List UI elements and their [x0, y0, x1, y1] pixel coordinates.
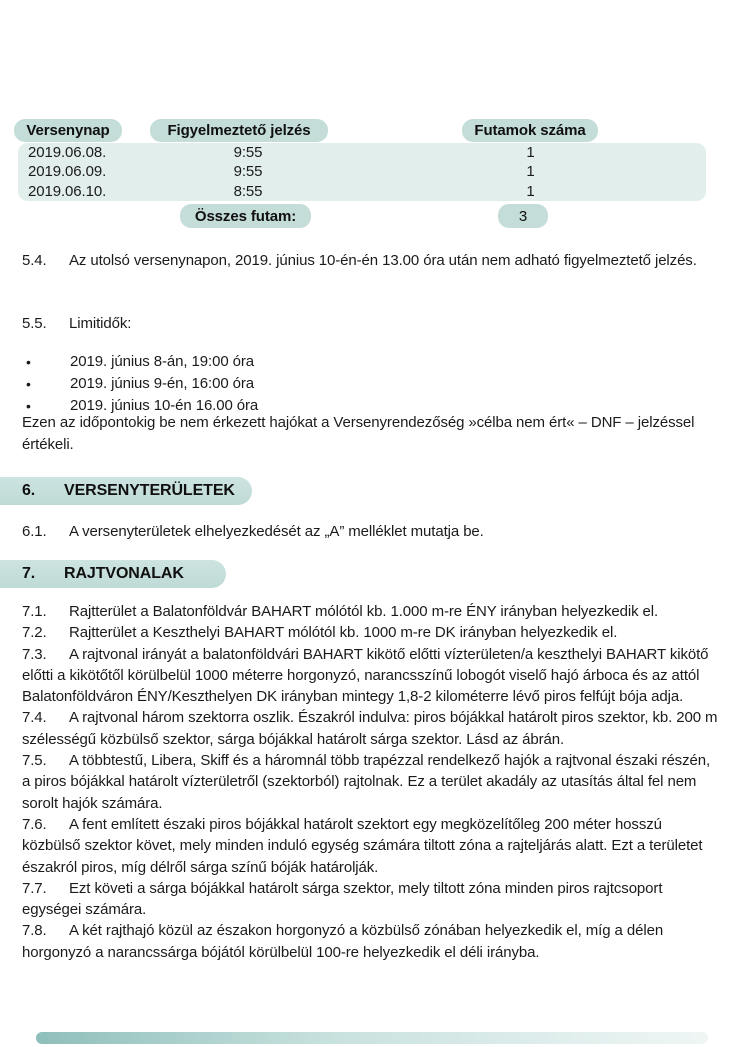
- section-heading-6: [0, 477, 252, 505]
- dnf-note: Ezen az időpontokig be nem érkezett hajókat a Versenyrendezőség »célba nem ért« – DNF – jelzéssel értékeli.: [22, 414, 695, 453]
- clause-text: A két rajthajó közül az északon horgonyzó a közbülső zónában helyezkedik el, míg a délen horgonyzó a narancssárga bójától körülbelül 100-re helyezkedik el déli irányba.: [22, 922, 664, 961]
- clause-number: 7.2.: [22, 624, 47, 642]
- table-row: [18, 162, 706, 181]
- clause-number: 6.1.: [22, 523, 47, 540]
- paragraph-7-8: [22, 920, 721, 963]
- warning-signal-cell: 8:55: [233, 182, 263, 200]
- paragraph-7-3: [22, 644, 721, 708]
- paragraph-6-1: [22, 521, 722, 543]
- clause-text: Az utolsó versenynapon, 2019. június 10-én-én 13.00 óra után nem adható figyelmeztető jelzés.: [69, 252, 697, 269]
- clause-text: A rajtvonal három szektorra oszlik. Északról indulva: piros bójákkal határolt piros szektor, kb. 200 m szélességű közbülső szektor, sárga bójákkal határolt sárga szektor. Lásd az ábrán.: [22, 709, 718, 748]
- section-heading-7: [0, 560, 226, 588]
- race-day-cell: 2019.06.09.: [28, 163, 107, 181]
- race-count-cell: 1: [526, 163, 535, 181]
- clause-number: 5.4.: [22, 252, 47, 269]
- clause-text: A versenyterületek elhelyezkedését az „A” melléklet mutatja be.: [69, 523, 484, 540]
- paragraph-7-4: [22, 707, 721, 750]
- total-races-value: 3: [498, 204, 548, 228]
- limit-times-list: [22, 351, 722, 417]
- list-item: [22, 351, 722, 373]
- section-7-clauses: [22, 601, 721, 963]
- table-row: [18, 143, 706, 162]
- list-item-text: 2019. június 8-án, 19:00 óra: [70, 353, 255, 370]
- section-number: 6.: [22, 482, 36, 499]
- list-item-text: 2019. június 10-én 16.00 óra: [70, 397, 259, 414]
- clause-number: 7.6.: [22, 815, 47, 833]
- race-count-cell: 1: [526, 182, 535, 200]
- warning-signal-cell: 9:55: [233, 144, 263, 161]
- clause-text: A fent említett északi piros bójákkal határolt szektort egy megközelítőleg 200 méter hosszú közbülső szektor követ, mely minden induló egység számára tiltott zóna a rajteljárás alatt. Ezt a területet északról piros, míg délről sárga színű bóják határolják.: [22, 815, 703, 876]
- clause-number: 7.7.: [22, 879, 47, 897]
- list-item-text: 2019. június 9-én, 16:00 óra: [70, 375, 255, 392]
- clause-text: A többtestű, Libera, Skiff és a háromnál több trapézzal rendelkező hajók a rajtvonal északi részén, a piros bójákkal határolt vízterületről (szektorból) rajtolnak. Ez a terület akadály az utasítás által fel nem sorolt hajók számára.: [22, 752, 711, 812]
- race-day-cell: 2019.06.08.: [28, 144, 107, 161]
- clause-number: 5.5.: [22, 315, 47, 332]
- paragraph-7-6: [22, 814, 721, 878]
- clause-number: 7.4.: [22, 709, 47, 727]
- clause-text: A rajtvonal irányát a balatonföldvári BAHART kikötő előtti vízterületen/a keszthelyi BAHART kikötő előtti a kikötőtől körülbelül 1000 méterre horgonyzó, narancsszínű lobogót viselő hajó árboca és az attól Balatonföldváron ÉNY/Keszthelyen DK irányban mintegy 1,8-2 kilométerre lévő piros felfújt bója adja.: [22, 645, 709, 706]
- clause-number: 7.3.: [22, 645, 47, 663]
- clause-number: 7.5.: [22, 752, 47, 770]
- clause-text: Rajtterület a Balatonföldvár BAHART mólótól kb. 1.000 m-re ÉNY irányban helyezkedik el.: [69, 603, 659, 620]
- paragraph-7-2: [22, 622, 721, 643]
- table-body: [18, 143, 706, 201]
- section-number: 7.: [22, 565, 36, 582]
- column-header-futamok-szama: Futamok száma: [462, 119, 598, 142]
- race-day-cell: 2019.06.10.: [28, 182, 107, 200]
- clause-text: Rajtterület a Keszthelyi BAHART mólótól kb. 1000 m-re DK irányban helyezkedik el.: [69, 624, 618, 642]
- paragraph-7-1: [22, 601, 721, 622]
- footer-decoration-bar: [36, 1032, 708, 1044]
- clause-number: 7.1.: [22, 603, 47, 620]
- clause-number: 7.8.: [22, 922, 47, 940]
- paragraph-5-5: [22, 313, 722, 335]
- section-title: RAJTVONALAK: [64, 565, 184, 582]
- paragraph-5-4: [22, 250, 722, 272]
- race-schedule-table: [0, 119, 740, 229]
- clause-text: Limitidők:: [69, 315, 132, 332]
- clause-text: Ezt követi a sárga bójákkal határolt sárga szektor, mely tiltott zóna minden piros rajtcsoport egységei számára.: [22, 879, 663, 919]
- table-row: [18, 182, 706, 201]
- paragraph-7-5: [22, 750, 721, 814]
- column-header-versenynap: Versenynap: [14, 119, 122, 142]
- paragraph-7-7: [22, 878, 721, 921]
- section-title: VERSENYTERÜLETEK: [64, 482, 235, 499]
- total-races-label: Összes futam:: [180, 204, 311, 228]
- list-item: [22, 373, 722, 395]
- race-count-cell: 1: [526, 144, 535, 161]
- column-header-figyelmezteto-jelzes: Figyelmeztető jelzés: [150, 119, 328, 142]
- warning-signal-cell: 9:55: [233, 163, 263, 181]
